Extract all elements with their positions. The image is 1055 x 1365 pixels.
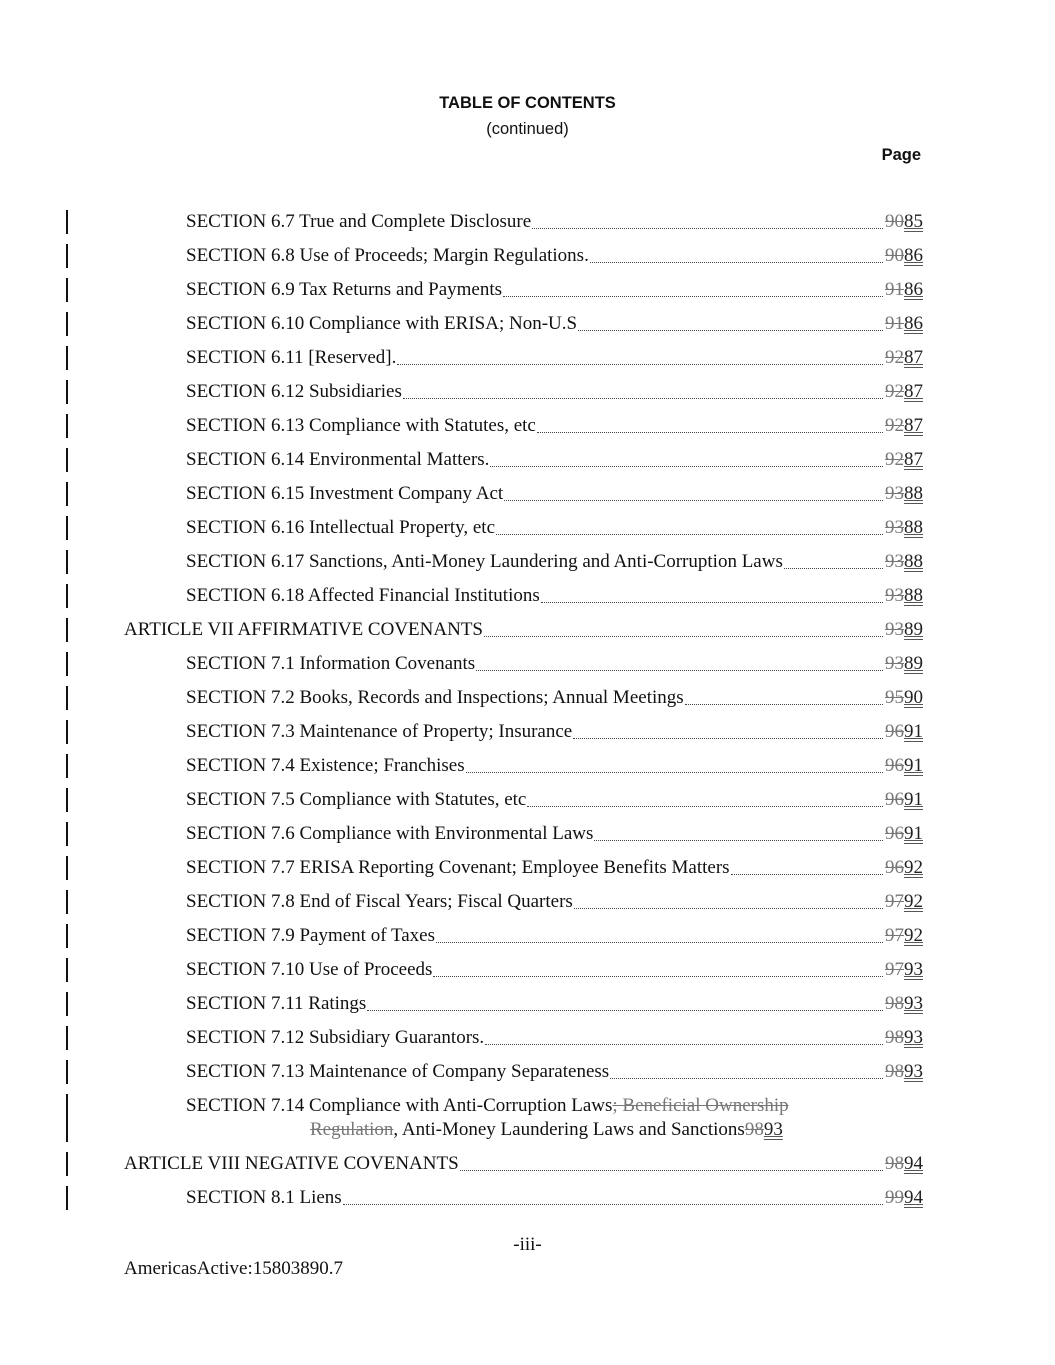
deleted-page-number: 93 bbox=[885, 653, 904, 674]
deleted-page-number: 91 bbox=[885, 279, 904, 300]
deleted-page-number: 98 bbox=[885, 993, 904, 1014]
change-bar bbox=[66, 380, 68, 404]
toc-page-ref bbox=[885, 312, 923, 336]
toc-page-ref bbox=[885, 754, 923, 778]
toc-entry-line bbox=[186, 346, 923, 370]
change-bar bbox=[66, 550, 68, 574]
inserted-page-number: 91 bbox=[904, 823, 923, 844]
toc-page-ref bbox=[885, 652, 923, 676]
toc-entry-line bbox=[186, 516, 923, 540]
toc-page-ref bbox=[885, 890, 923, 914]
deleted-page-number: 97 bbox=[885, 925, 904, 946]
toc-entry-line bbox=[186, 414, 923, 438]
toc-page-ref bbox=[885, 380, 923, 404]
dot-leader bbox=[466, 772, 883, 773]
toc-entry-title[interactable]: SECTION 7.10 Use of Proceeds bbox=[186, 959, 433, 980]
deleted-page-number: 92 bbox=[885, 449, 904, 470]
toc-section-entry[interactable] bbox=[0, 550, 1055, 584]
toc-entry-title[interactable]: SECTION 6.12 Subsidiaries bbox=[186, 381, 402, 402]
inserted-page-number: 87 bbox=[904, 347, 923, 368]
inserted-page-number: 94 bbox=[904, 1187, 923, 1208]
toc-page-ref bbox=[885, 244, 923, 268]
dot-leader bbox=[578, 330, 883, 331]
dot-leader bbox=[397, 364, 883, 365]
footer-page-number: -iii- bbox=[513, 1234, 542, 1255]
deleted-page-number: 96 bbox=[885, 857, 904, 878]
toc-entry-line bbox=[186, 958, 923, 982]
deleted-page-number: 96 bbox=[885, 721, 904, 742]
dot-leader bbox=[685, 704, 883, 705]
toc-page-ref bbox=[885, 686, 923, 710]
toc-list bbox=[0, 210, 1055, 1220]
inserted-page-number: 92 bbox=[904, 891, 923, 912]
change-bar bbox=[66, 754, 68, 778]
toc-section-entry[interactable] bbox=[0, 720, 1055, 754]
inserted-page-number: 89 bbox=[904, 619, 923, 640]
toc-section-entry[interactable] bbox=[0, 210, 1055, 244]
deleted-page-number: 92 bbox=[885, 347, 904, 368]
inserted-page-number: 87 bbox=[904, 415, 923, 436]
change-bar bbox=[66, 856, 68, 880]
toc-page-ref bbox=[885, 346, 923, 370]
toc-entry-title[interactable]: SECTION 6.16 Intellectual Property, etc bbox=[186, 517, 496, 538]
footer-doc-id: AmericasActive:15803890.7 bbox=[124, 1258, 343, 1279]
toc-section-entry[interactable] bbox=[0, 1060, 1055, 1094]
toc-entry-title[interactable]: SECTION 6.14 Environmental Matters. bbox=[186, 449, 490, 470]
toc-page-ref bbox=[885, 856, 923, 880]
toc-entry-title[interactable]: SECTION 6.18 Affected Financial Institutions bbox=[186, 585, 540, 606]
toc-section-entry[interactable] bbox=[0, 992, 1055, 1026]
deleted-page-number: 93 bbox=[885, 517, 904, 538]
toc-entry-title[interactable]: SECTION 6.13 Compliance with Statutes, etc bbox=[186, 415, 536, 436]
toc-entry-title[interactable]: SECTION 6.17 Sanctions, Anti-Money Laundering and Anti-Corruption Laws bbox=[186, 551, 783, 572]
toc-entry-title[interactable]: SECTION 7.8 End of Fiscal Years; Fiscal Quarters bbox=[186, 891, 573, 912]
change-bar bbox=[66, 1026, 68, 1050]
dot-leader bbox=[490, 466, 883, 467]
toc-section-entry[interactable] bbox=[0, 652, 1055, 686]
deleted-page-number: 93 bbox=[885, 585, 904, 606]
change-bar bbox=[66, 414, 68, 438]
toc-entry-title[interactable]: SECTION 7.7 ERISA Reporting Covenant; Employee Benefits Matters bbox=[186, 857, 730, 878]
toc-entry-title[interactable]: SECTION 7.1 Information Covenants bbox=[186, 653, 476, 674]
toc-entry-title[interactable]: SECTION 6.9 Tax Returns and Payments bbox=[186, 279, 503, 300]
toc-section-entry[interactable] bbox=[0, 414, 1055, 448]
change-bar bbox=[66, 958, 68, 982]
inserted-page-number: 86 bbox=[904, 313, 923, 334]
toc-section-entry[interactable] bbox=[0, 1094, 1055, 1152]
change-bar bbox=[66, 584, 68, 608]
deleted-page-number: 98 bbox=[885, 1061, 904, 1082]
toc-entry-line bbox=[186, 210, 923, 234]
inserted-page-number: 86 bbox=[904, 245, 923, 266]
toc-section-entry[interactable] bbox=[0, 244, 1055, 278]
deleted-page-number: 92 bbox=[885, 415, 904, 436]
toc-title: TABLE OF CONTENTS bbox=[439, 94, 616, 112]
inserted-page-number: 93 bbox=[763, 1119, 783, 1140]
toc-entry-line bbox=[186, 380, 923, 404]
dot-leader bbox=[476, 670, 883, 671]
toc-section-entry[interactable] bbox=[0, 1026, 1055, 1060]
dot-leader bbox=[433, 976, 883, 977]
toc-entry-title-cont[interactable] bbox=[310, 1118, 745, 1142]
inserted-page-number: 93 bbox=[904, 1027, 923, 1048]
dot-leader bbox=[367, 1010, 883, 1011]
deleted-page-number: 95 bbox=[885, 687, 904, 708]
change-bar bbox=[66, 992, 68, 1016]
toc-page-ref bbox=[885, 788, 923, 812]
toc-entry-title[interactable]: SECTION 8.1 Liens bbox=[186, 1187, 342, 1208]
toc-section-entry[interactable] bbox=[0, 754, 1055, 788]
toc-entry-line bbox=[186, 278, 923, 302]
dot-leader bbox=[541, 602, 883, 603]
dot-leader bbox=[574, 908, 883, 909]
toc-entry-line bbox=[186, 244, 923, 268]
deleted-page-number: 92 bbox=[885, 381, 904, 402]
change-bar bbox=[66, 210, 68, 234]
toc-entry-line bbox=[186, 1026, 923, 1050]
toc-page-ref bbox=[885, 618, 923, 642]
dot-leader bbox=[343, 1204, 883, 1205]
toc-entry-title[interactable]: SECTION 6.8 Use of Proceeds; Margin Regulations. bbox=[186, 245, 589, 266]
change-bar bbox=[66, 618, 68, 642]
toc-page-ref bbox=[885, 516, 923, 540]
deleted-page-number: 98 bbox=[885, 1027, 904, 1048]
inserted-page-number: 91 bbox=[904, 789, 923, 810]
toc-entry-text: , Anti-Money Laundering Laws and Sanctions bbox=[393, 1119, 745, 1140]
inserted-page-number: 88 bbox=[904, 483, 923, 504]
change-bar bbox=[66, 312, 68, 336]
toc-entry-title[interactable]: SECTION 6.7 True and Complete Disclosure bbox=[186, 211, 532, 232]
inserted-page-number: 86 bbox=[904, 279, 923, 300]
toc-entry-line bbox=[124, 1152, 923, 1176]
toc-page-ref bbox=[885, 210, 923, 234]
toc-entry-title[interactable]: SECTION 6.10 Compliance with ERISA; Non-U.S bbox=[186, 313, 578, 334]
toc-section-entry[interactable] bbox=[0, 278, 1055, 312]
toc-entry-line bbox=[186, 448, 923, 472]
toc-entry-line bbox=[186, 992, 923, 1016]
toc-entry-title[interactable]: SECTION 7.2 Books, Records and Inspections; Annual Meetings bbox=[186, 687, 684, 708]
toc-page-ref bbox=[885, 992, 923, 1016]
toc-entry-line bbox=[186, 788, 923, 812]
toc-entry-title-line-1[interactable] bbox=[186, 1094, 789, 1118]
toc-page-ref bbox=[885, 482, 923, 506]
toc-section-entry[interactable] bbox=[0, 890, 1055, 924]
toc-article-entry[interactable] bbox=[0, 618, 1055, 652]
toc-entry-line bbox=[186, 890, 923, 914]
toc-section-entry[interactable] bbox=[0, 380, 1055, 414]
toc-entry-line bbox=[186, 822, 923, 846]
dot-leader bbox=[504, 500, 883, 501]
toc-page-ref bbox=[885, 822, 923, 846]
inserted-page-number: 93 bbox=[904, 1061, 923, 1082]
inserted-page-number: 94 bbox=[904, 1153, 923, 1174]
toc-entry-line bbox=[186, 482, 923, 506]
deleted-page-number: 98 bbox=[744, 1119, 764, 1140]
change-bar bbox=[66, 244, 68, 268]
change-bar bbox=[66, 1152, 68, 1176]
inserted-page-number: 93 bbox=[904, 959, 923, 980]
dot-leader bbox=[610, 1078, 883, 1079]
toc-page-ref bbox=[885, 958, 923, 982]
inserted-page-number: 89 bbox=[904, 653, 923, 674]
toc-entry-title[interactable]: SECTION 7.6 Compliance with Environmental Laws bbox=[186, 823, 594, 844]
toc-section-entry[interactable] bbox=[0, 312, 1055, 346]
deleted-page-number: 96 bbox=[885, 755, 904, 776]
dot-leader bbox=[594, 840, 883, 841]
toc-page-ref bbox=[885, 550, 923, 574]
dot-leader bbox=[784, 568, 883, 569]
toc-section-entry[interactable] bbox=[0, 856, 1055, 890]
change-bar bbox=[66, 1094, 68, 1142]
toc-section-entry[interactable] bbox=[0, 516, 1055, 550]
dot-leader bbox=[527, 806, 883, 807]
inserted-page-number: 88 bbox=[904, 517, 923, 538]
toc-entry-title[interactable]: SECTION 6.11 [Reserved]. bbox=[186, 347, 397, 368]
dot-leader bbox=[485, 1044, 883, 1045]
change-bar bbox=[66, 346, 68, 370]
toc-entry-line bbox=[186, 924, 923, 948]
toc-page-ref bbox=[885, 924, 923, 948]
toc-entry-title[interactable]: SECTION 6.15 Investment Company Act bbox=[186, 483, 504, 504]
toc-page-ref bbox=[885, 1060, 923, 1084]
toc-entry-line bbox=[186, 1186, 923, 1210]
deleted-page-number: 96 bbox=[885, 823, 904, 844]
toc-entry-title[interactable]: SECTION 7.13 Maintenance of Company Separateness bbox=[186, 1061, 610, 1082]
toc-section-entry[interactable] bbox=[0, 482, 1055, 516]
toc-entry-title[interactable]: ARTICLE VIII NEGATIVE COVENANTS bbox=[124, 1153, 459, 1174]
toc-page-ref bbox=[885, 1152, 923, 1176]
toc-entry-title[interactable]: SECTION 7.5 Compliance with Statutes, etc bbox=[186, 789, 527, 810]
dot-leader bbox=[532, 228, 883, 229]
toc-entry-line bbox=[186, 1060, 923, 1084]
toc-subtitle: (continued) bbox=[486, 120, 569, 138]
dot-leader bbox=[731, 874, 883, 875]
toc-page-ref bbox=[885, 448, 923, 472]
inserted-page-number: 91 bbox=[904, 721, 923, 742]
deleted-page-number: 96 bbox=[885, 789, 904, 810]
deleted-page-number: 97 bbox=[885, 891, 904, 912]
inserted-page-number: 90 bbox=[904, 687, 923, 708]
toc-section-entry[interactable] bbox=[0, 584, 1055, 618]
toc-entry-line bbox=[186, 686, 923, 710]
change-bar bbox=[66, 652, 68, 676]
deleted-text: Regulation bbox=[310, 1119, 394, 1140]
page-column-label: Page bbox=[881, 146, 921, 164]
toc-entry-title[interactable]: SECTION 7.11 Ratings bbox=[186, 993, 367, 1014]
toc-entry-title-line-2 bbox=[310, 1118, 923, 1142]
change-bar bbox=[66, 1060, 68, 1084]
toc-entry-line bbox=[186, 652, 923, 676]
change-bar bbox=[66, 720, 68, 744]
deleted-page-number: 99 bbox=[885, 1187, 904, 1208]
deleted-page-number: 91 bbox=[885, 313, 904, 334]
toc-entry-line bbox=[186, 312, 923, 336]
toc-page-ref bbox=[885, 1026, 923, 1050]
dot-leader bbox=[484, 636, 883, 637]
inserted-page-number: 88 bbox=[904, 585, 923, 606]
inserted-page-number: 87 bbox=[904, 381, 923, 402]
toc-page-ref bbox=[745, 1118, 783, 1142]
dot-leader bbox=[403, 398, 883, 399]
change-bar bbox=[66, 924, 68, 948]
change-bar bbox=[66, 516, 68, 540]
toc-section-entry[interactable] bbox=[0, 822, 1055, 856]
toc-entry-title[interactable]: SECTION 7.3 Maintenance of Property; Insurance bbox=[186, 721, 573, 742]
inserted-page-number: 85 bbox=[904, 211, 923, 232]
inserted-page-number: 88 bbox=[904, 551, 923, 572]
change-bar bbox=[66, 448, 68, 472]
toc-entry-title: SECTION 7.14 Compliance with Anti-Corruption Laws bbox=[186, 1095, 613, 1116]
toc-entry-line bbox=[186, 720, 923, 744]
change-bar bbox=[66, 890, 68, 914]
deleted-page-number: 93 bbox=[885, 619, 904, 640]
change-bar bbox=[66, 1186, 68, 1210]
deleted-page-number: 93 bbox=[885, 483, 904, 504]
inserted-page-number: 91 bbox=[904, 755, 923, 776]
deleted-text: ; Beneficial Ownership bbox=[612, 1095, 789, 1116]
deleted-page-number: 97 bbox=[885, 959, 904, 980]
inserted-page-number: 87 bbox=[904, 449, 923, 470]
inserted-page-number: 92 bbox=[904, 857, 923, 878]
toc-page-ref bbox=[885, 720, 923, 744]
toc-entry-title[interactable]: SECTION 7.9 Payment of Taxes bbox=[186, 925, 435, 946]
toc-section-entry[interactable] bbox=[0, 1186, 1055, 1220]
toc-entry-title[interactable]: SECTION 7.4 Existence; Franchises bbox=[186, 755, 465, 776]
toc-section-entry[interactable] bbox=[0, 686, 1055, 720]
toc-entry-line bbox=[186, 754, 923, 778]
dot-leader bbox=[436, 942, 883, 943]
inserted-page-number: 93 bbox=[904, 993, 923, 1014]
deleted-page-number: 98 bbox=[885, 1153, 904, 1174]
dot-leader bbox=[496, 534, 883, 535]
toc-section-entry[interactable] bbox=[0, 788, 1055, 822]
toc-page-ref bbox=[885, 414, 923, 438]
dot-leader bbox=[537, 432, 883, 433]
toc-article-entry[interactable] bbox=[0, 1152, 1055, 1186]
change-bar bbox=[66, 822, 68, 846]
change-bar bbox=[66, 278, 68, 302]
deleted-page-number: 93 bbox=[885, 551, 904, 572]
inserted-page-number: 92 bbox=[904, 925, 923, 946]
toc-entry-line bbox=[186, 856, 923, 880]
dot-leader bbox=[503, 296, 883, 297]
toc-entry-title[interactable]: SECTION 7.12 Subsidiary Guarantors. bbox=[186, 1027, 485, 1048]
toc-entry-line bbox=[186, 550, 923, 574]
toc-entry-title[interactable]: ARTICLE VII AFFIRMATIVE COVENANTS bbox=[124, 619, 483, 640]
toc-page-ref bbox=[885, 278, 923, 302]
toc-section-entry[interactable] bbox=[0, 448, 1055, 482]
deleted-page-number: 90 bbox=[885, 211, 904, 232]
toc-page-ref bbox=[885, 1186, 923, 1210]
dot-leader bbox=[460, 1170, 883, 1171]
toc-section-entry[interactable] bbox=[0, 346, 1055, 380]
dot-leader bbox=[573, 738, 883, 739]
toc-section-entry[interactable] bbox=[0, 924, 1055, 958]
toc-section-entry[interactable] bbox=[0, 958, 1055, 992]
toc-entry-line bbox=[124, 618, 923, 642]
change-bar bbox=[66, 788, 68, 812]
change-bar bbox=[66, 686, 68, 710]
dot-leader bbox=[590, 262, 883, 263]
toc-page-ref bbox=[885, 584, 923, 608]
toc-entry-line bbox=[186, 584, 923, 608]
deleted-page-number: 90 bbox=[885, 245, 904, 266]
change-bar bbox=[66, 482, 68, 506]
